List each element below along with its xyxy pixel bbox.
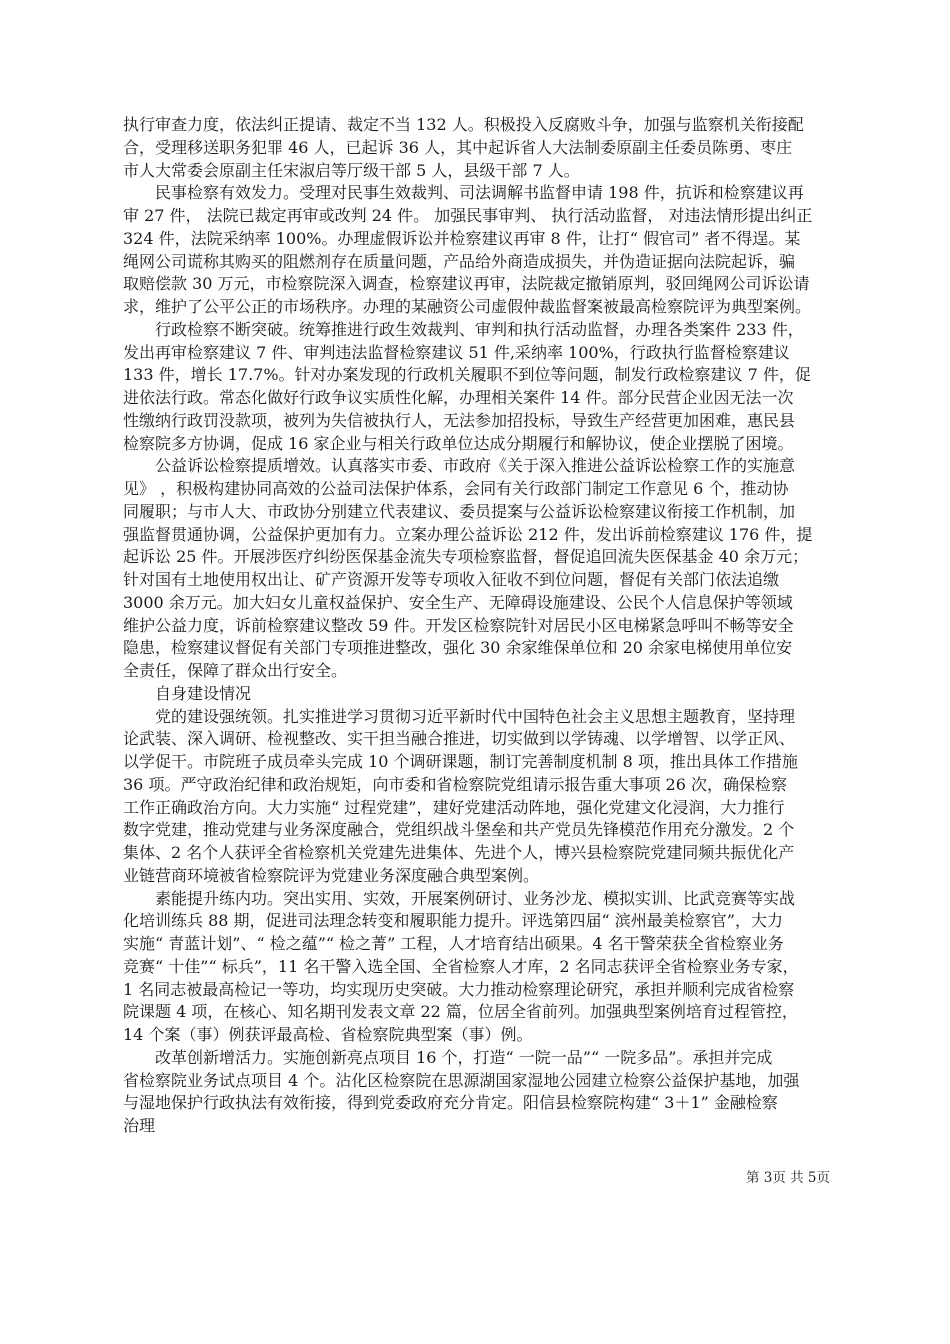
text-line: 竞赛“ 十佳”“ 标兵”，11 名干警入选全国、全省检察人才库，2 名同志获评全省检察业务专家，: [123, 956, 799, 976]
text-line: 强监督贯通协调，公益保护更加有力。立案办理公益诉讼 212 件，发出诉前检察建议 176 件，提: [123, 524, 813, 544]
document-body: [123, 114, 831, 1138]
text-line: 取赔偿款 30 万元，市检察院深入调查，检察建议再审，法院裁定撤销原判，驳回绳网公司诉讼请: [123, 274, 810, 294]
text-line: 3000 余万元。加大妇女儿童权益保护、安全生产、无障碍设施建设、公民个人信息保护等领域: [123, 592, 793, 612]
text-line: 省检察院业务试点项目 4 个。沾化区检察院在思源湖国家湿地公园建立检察公益保护基地，加强: [123, 1070, 800, 1090]
text-line: 检察院多方协调，促成 16 家企业与相关行政单位达成分期履行和解协议，使企业摆脱了困境。: [123, 433, 794, 453]
text-line: 合，受理移送职务犯罪 46 人，已起诉 36 人，其中起诉省人大法制委原副主任委员陈勇、枣庄: [123, 137, 793, 157]
page-number-footer: 第 3页 共 5页: [745, 1170, 830, 1186]
text-line: 维护公益力度，诉前检察建议整改 59 件。开发区检察院针对居民小区电梯紧急呼叫不畅等安全: [123, 615, 794, 635]
text-line: 133 件，增长 17.7%。针对办案发现的行政机关履职不到位等问题，制发行政检察建议 7 件，促: [123, 365, 811, 385]
text-line: 求，维护了公平公正的市场秩序。办理的某融资公司虚假仲裁监督案被最高检察院评为典型案例。: [123, 297, 812, 316]
text-line: 自身建设情况: [123, 683, 252, 703]
text-line: 见》 ，积极构建协同高效的公益司法保护体系，会同有关行政部门制定工作意见 6 个，推动协: [123, 479, 789, 498]
text-line: 起诉讼 25 件。开展涉医疗纠纷医保基金流失专项检察监督，督促追回流失医保基金 40 余万元；: [123, 547, 809, 567]
text-line: 化培训练兵 88 期，促进司法理念转变和履职能力提升。评选第四届“ 滨州最美检察官”，大力: [123, 911, 783, 931]
text-line: 改革创新增活力。实施创新亮点项目 16 个，打造“ 一院一品”“ 一院多品”。承担并完成: [123, 1047, 773, 1067]
text-line: 以学促干。市院班子成员牵头完成 10 个调研课题，制订完善制度机制 8 项，推出具体工作措施: [123, 752, 798, 771]
text-line: 治理: [123, 1116, 156, 1135]
text-line: 论武装、深入调研、检视整改、实干担当融合推进，切实做到以学铸魂、以学增智、以学正风、: [123, 729, 796, 749]
text-line: 业链营商环境被省检察院评为党建业务深度融合典型案例。: [123, 865, 540, 885]
text-line: 审 27 件， 法院已裁定再审或改判 24 件。 加强民事审判、 执行活动监督， 对违法情形提出纠正: [123, 206, 813, 225]
text-line: 民事检察有效发力。受理对民事生效裁判、司法调解书监督申请 198 件，抗诉和检察建议再: [123, 183, 804, 203]
text-line: 针对国有土地使用权出让、矿产资源开发等专项收入征收不到位问题，督促有关部门依法追缴: [123, 570, 780, 589]
text-line: 与湿地保护行政执法有效衔接，得到党委政府充分肯定。阳信县检察院构建“ 3＋1” 金融检察: [123, 1093, 778, 1113]
text-line: 集体、2 名个人获评全省检察机关党建先进集体、先进个人，博兴县检察院党建同频共振优化产: [123, 843, 795, 862]
text-line: 党的建设强统领。扎实推进学习贯彻习近平新时代中国特色社会主义思想主题教育，坚持理: [123, 706, 796, 726]
text-line: 工作正确政治方向。大力实施“ 过程党建”，建好党建活动阵地，强化党建文化浸润，大力推行: [123, 797, 785, 817]
text-line: 1 名同志被最高检记一等功，均实现历史突破。大力推动检察理论研究，承担并顺利完成省检察: [123, 979, 795, 999]
text-line: 行政检察不断突破。统筹推进行政生效裁判、审判和执行活动监督，办理各类案件 233 件，: [123, 319, 804, 339]
text-line: 324 件，法院采纳率 100%。办理虚假诉讼并检察建议再审 8 件，让打“ 假官司” 者不得逞。某: [123, 228, 801, 248]
text-line: 市人大常委会原副主任宋淑启等厅级干部 5 人，县级干部 7 人。: [123, 160, 580, 180]
text-line: 公益诉讼检察提质增效。认真落实市委、市政府《关于深入推进公益诉讼检察工作的实施意: [123, 456, 796, 476]
text-line: 院课题 4 项，在核心、知名期刊发表文章 22 篇，位居全省前列。加强典型案例培育过程管控，: [123, 1002, 798, 1022]
text-line: 实施“ 青蓝计划”、“ 检之蕴”“ 检之菁” 工程，人才培育结出硕果。4 名干警荣获全省检察业务: [123, 934, 784, 953]
text-line: 发出再审检察建议 7 件、审判违法监督检察建议 51 件,采纳率 100%，行政执行监督检察建议: [123, 342, 790, 362]
text-line: 进依法行政。常态化做好行政争议实质性化解，办理相关案件 14 件。部分民营企业因无法一次: [123, 388, 794, 407]
text-line: 绳网公司谎称其购买的阻燃剂存在质量问题，产品给外商造成损失，并伪造证据向法院起诉，骗: [123, 251, 796, 271]
text-line: 14 个案（事）例获评最高检、省检察院典型案（事）例。: [123, 1025, 533, 1044]
text-line: 素能提升练内功。突出实用、实效，开展案例研讨、业务沙龙、模拟实训、比武竞赛等实战: [123, 888, 796, 908]
text-line: 同履职；与市人大、市政协分别建立代表建议、委员提案与公益诉讼检察建议衔接工作机制，加: [123, 501, 796, 521]
text-line: 性缴纳行政罚没款项，被列为失信被执行人，无法参加招投标，导致生产经营更加困难，惠民县: [123, 410, 796, 430]
text-line: 数字党建，推动党建与业务深度融合，党组织战斗堡垒和共产党员先锋模范作用充分激发。2 个: [123, 820, 795, 840]
text-line: 隐患，检察建议督促有关部门专项推进整改，强化 30 余家维保单位和 20 余家电梯使用单位安: [123, 638, 793, 658]
text-line: 36 项。严守政治纪律和政治规矩，向市委和省检察院党组请示报告重大事项 26 次，确保检察: [123, 774, 787, 794]
text-line: 执行审查力度，依法纠正提请、裁定不当 132 人。积极投入反腐败斗争，加强与监察机关衔接配: [123, 115, 804, 134]
text-line: 全责任，保障了群众出行安全。: [123, 661, 348, 680]
